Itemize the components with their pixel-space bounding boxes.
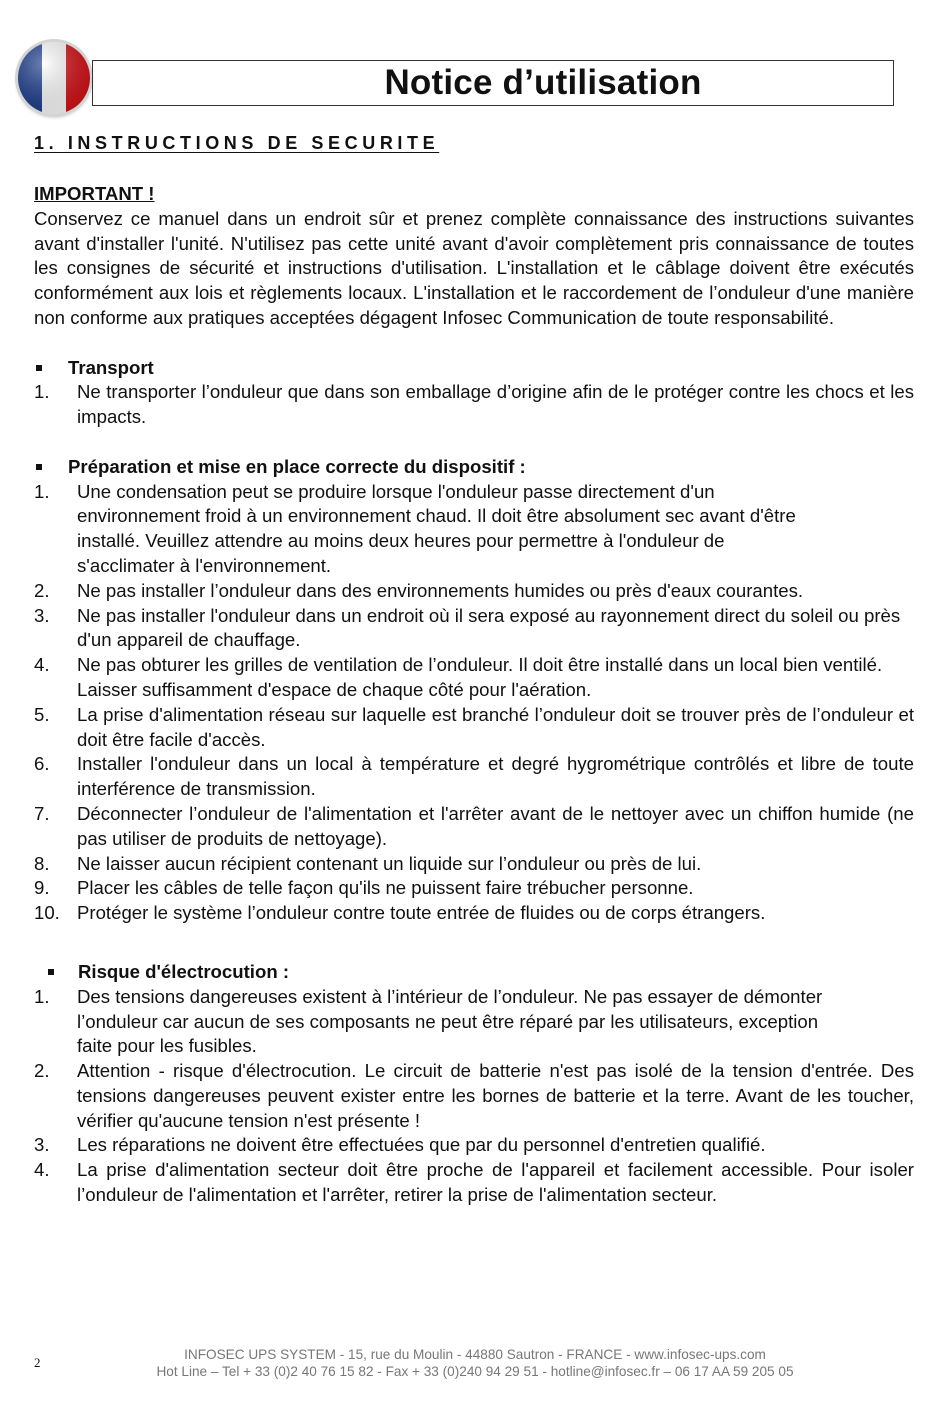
page-footer [0, 1346, 950, 1380]
title-box [92, 60, 894, 106]
list-item: 8. Ne laisser aucun récipient contenant un liquide sur l’onduleur ou près de lui. [34, 852, 702, 874]
section-title: 1. INSTRUCTIONS DE SECURITE [34, 133, 440, 153]
footer-contact: Hot Line – Tel + 33 (0)2 40 76 15 82 - Fax + 33 (0)240 94 29 51 - hotline@infosec.fr – 06 17 AA 59 205 05 [156, 1364, 794, 1379]
list-item: 1. Ne transporter l’onduleur que dans son emballage d’origine afin de le protéger contre les chocs et les impacts. [34, 381, 914, 428]
list-item: 7. Déconnecter l’onduleur de l'alimentation et l'arrêter avant de le nettoyer avec un chiffon humide (ne pas utiliser de produits de nettoyage). [34, 802, 914, 849]
list-item: 9. Placer les câbles de telle façon qu'ils ne puissent faire trébucher personne. [34, 877, 694, 899]
page-number: 2 [34, 1355, 41, 1370]
list-item: 2. Attention - risque d'électrocution. Le circuit de batterie n'est pas isolé de la tension d'entrée. Des tensions dangereuses peuvent exister entre les bornes de batterie et la terre. Avant de les toucher, vérifier qu'aucune tension n'est présente ! [34, 1060, 914, 1131]
list-item: 1. Une condensation peut se produire lorsque l'onduleur passe directement d'un environnement froid à un environnement chaud. Il doit être absolument sec avant d'être installé. Veuillez attendre au moins deux heures pour permettre à l'onduleur de s'acclimater à l'environnement. [34, 480, 796, 576]
important-label: IMPORTANT ! [34, 183, 155, 204]
list-item: 2. Ne pas installer l’onduleur dans des environnements humides ou près d'eaux courantes. [34, 579, 804, 601]
transport-list [34, 380, 914, 430]
electrocution-heading: Risque d'électrocution : [34, 960, 914, 985]
french-flag-icon [18, 42, 90, 114]
square-bullet-icon [48, 969, 54, 975]
list-item: 3. Ne pas installer l'onduleur dans un endroit où il sera exposé au rayonnement direct du soleil ou près d'un appareil de chauffage. [34, 604, 901, 651]
document-body [34, 182, 914, 1208]
list-item: 4. La prise d'alimentation secteur doit être proche de l'appareil et facilement accessible. Pour isoler l’onduleur de l'alimentation et l'arrêter, retirer la prise de l'alimentation secteur. [34, 1159, 914, 1206]
electrocution-list [34, 985, 914, 1208]
preparation-heading: Préparation et mise en place correcte du dispositif : [34, 455, 914, 480]
list-item: 3. Les réparations ne doivent être effectuées que par du personnel d'entretien qualifié. [34, 1134, 766, 1156]
square-bullet-icon [36, 365, 42, 371]
list-item: 5. La prise d'alimentation réseau sur laquelle est branché l’onduleur doit se trouver près de l’onduleur et doit être facile d'accès. [34, 703, 914, 750]
list-item: 1. Des tensions dangereuses existent à l’intérieur de l’onduleur. Ne pas essayer de démonter l’onduleur car aucun de ses composants ne peut être réparé par les utilisateurs, exception faite pour les fusibles. [34, 985, 823, 1057]
square-bullet-icon [36, 464, 42, 470]
list-item: 6. Installer l'onduleur dans un local à température et degré hygrométrique contrôlés et libre de toute interférence de transmission. [34, 753, 914, 800]
important-paragraph: Conservez ce manuel dans un endroit sûr et prenez complète connaissance des instructions suivantes avant d'installer l'unité. N'utilisez pas cette unité avant d'avoir complètement pris connaissance de toutes les consignes de sécurité et instructions d'utilisation. L'installation et le câblage doivent être exécutés conformément aux lois et règlements locaux. L'installation et le raccordement de l’onduleur d'une manière non conforme aux pratiques acceptées dégagent Infosec Communication de toute responsabilité. [34, 207, 914, 328]
preparation-list [34, 480, 914, 926]
footer-address: INFOSEC UPS SYSTEM - 15, rue du Moulin - 44880 Sautron - FRANCE - www.infosec-ups.com [184, 1347, 766, 1362]
page-title: Notice d’utilisation [384, 63, 702, 102]
list-item: 4. Ne pas obturer les grilles de ventilation de l’onduleur. Il doit être installé dans un local bien ventilé. Laisser suffisamment d'espace de chaque côté pour l'aération. [34, 654, 883, 700]
list-item: 10. Protéger le système l’onduleur contre toute entrée de fluides ou de corps étrangers. [34, 902, 766, 924]
transport-heading: Transport [34, 356, 914, 381]
